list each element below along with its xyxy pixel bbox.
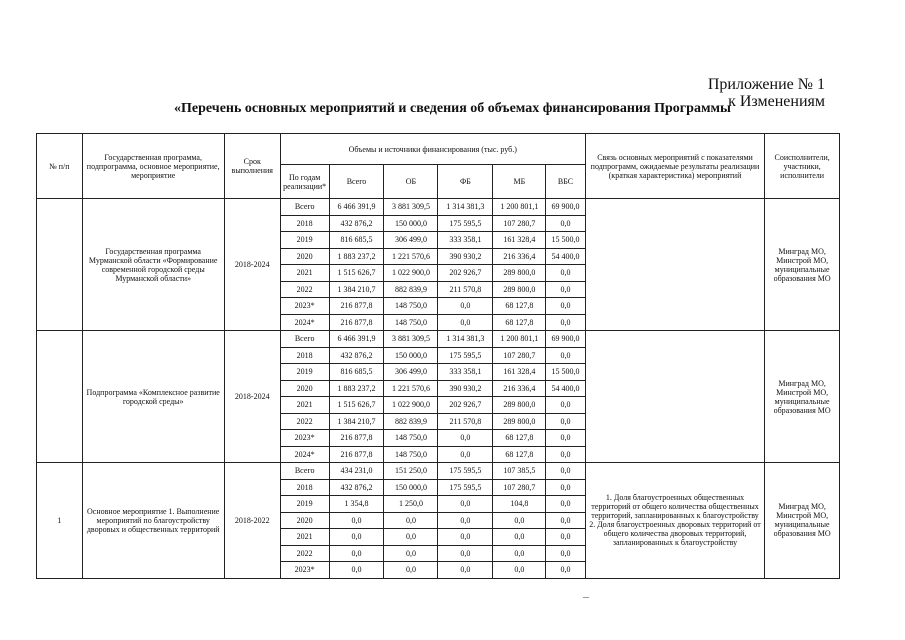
year-cell: Всего	[280, 463, 329, 480]
amount-mb: 1 200 801,1	[493, 199, 546, 216]
amount-vbs: 0,0	[546, 347, 585, 364]
amount-ob: 148 750,0	[384, 298, 438, 315]
term: 2018-2022	[224, 463, 280, 579]
amount-fb: 0,0	[438, 314, 493, 331]
header-total: Всего	[329, 165, 384, 199]
amount-total: 216 877,8	[329, 446, 384, 463]
amount-total: 0,0	[329, 529, 384, 546]
executors: Минград МО, Минстрой МО, муниципальные образования МО	[765, 463, 840, 579]
amount-mb: 107 280,7	[493, 347, 546, 364]
amount-ob: 1 221 570,6	[384, 380, 438, 397]
amount-fb: 211 570,8	[438, 281, 493, 298]
amount-fb: 175 595,5	[438, 479, 493, 496]
measure-name: Основное мероприятие 1. Выполнение мероприятий по благоустройству дворовых и общественных территорий	[82, 463, 224, 579]
amount-total: 1 354,8	[329, 496, 384, 513]
amount-vbs: 0,0	[546, 463, 585, 480]
amount-total: 216 877,8	[329, 298, 384, 315]
amount-ob: 0,0	[384, 512, 438, 529]
amount-mb: 0,0	[493, 512, 546, 529]
amount-ob: 1 022 900,0	[384, 397, 438, 414]
amount-ob: 150 000,0	[384, 347, 438, 364]
year-cell: Всего	[280, 331, 329, 348]
amount-vbs: 0,0	[546, 479, 585, 496]
amount-ob: 882 839,9	[384, 281, 438, 298]
amount-fb: 0,0	[438, 298, 493, 315]
amount-vbs: 0,0	[546, 430, 585, 447]
amount-total: 216 877,8	[329, 430, 384, 447]
amount-fb: 175 595,5	[438, 215, 493, 232]
amount-total: 6 466 391,9	[329, 199, 384, 216]
indicators: 1. Доля благоустроенных общественных территорий от общего количества общественных территорий, запланированных к благоустройству 2. Доля благоустроенных дворовых территорий от общего количества дворовых территорий, запланированных к благоустройству	[585, 463, 764, 579]
amount-vbs: 0,0	[546, 281, 585, 298]
amount-mb: 289 800,0	[493, 397, 546, 414]
amount-mb: 0,0	[493, 545, 546, 562]
amount-vbs: 0,0	[546, 314, 585, 331]
amount-mb: 68 127,8	[493, 446, 546, 463]
year-cell: 2018	[280, 479, 329, 496]
term: 2018-2024	[224, 331, 280, 463]
amount-vbs: 69 900,0	[546, 199, 585, 216]
executors: Минград МО, Минстрой МО, муниципальные образования МО	[765, 199, 840, 331]
amount-fb: 0,0	[438, 562, 493, 579]
row-number	[37, 199, 83, 331]
amount-fb: 390 930,2	[438, 380, 493, 397]
amount-fb: 0,0	[438, 512, 493, 529]
amount-ob: 148 750,0	[384, 446, 438, 463]
amount-total: 216 877,8	[329, 314, 384, 331]
year-cell: 2024*	[280, 446, 329, 463]
amount-mb: 1 200 801,1	[493, 331, 546, 348]
amount-fb: 390 930,2	[438, 248, 493, 265]
amount-mb: 68 127,8	[493, 298, 546, 315]
header-term: Срок выполнения	[224, 134, 280, 199]
header-executors: Соисполнители, участники, исполнители	[765, 134, 840, 199]
amount-fb: 175 595,5	[438, 463, 493, 480]
amount-vbs: 0,0	[546, 298, 585, 315]
row-number	[37, 331, 83, 463]
amount-vbs: 0,0	[546, 512, 585, 529]
amount-mb: 161 328,4	[493, 364, 546, 381]
header-link: Связь основных мероприятий с показателями подпрограмм, ожидаемые результаты реализации (краткая характеристика) мероприятий	[585, 134, 764, 199]
year-cell: 2020	[280, 248, 329, 265]
amount-vbs: 0,0	[546, 413, 585, 430]
year-cell: 2023*	[280, 430, 329, 447]
table-row	[37, 199, 840, 216]
amount-total: 1 515 626,7	[329, 397, 384, 414]
amount-mb: 0,0	[493, 529, 546, 546]
amount-ob: 3 881 309,5	[384, 331, 438, 348]
amount-ob: 0,0	[384, 562, 438, 579]
amount-mb: 216 336,4	[493, 380, 546, 397]
financing-table	[36, 133, 840, 579]
amount-vbs: 0,0	[546, 562, 585, 579]
amount-mb: 107 280,7	[493, 479, 546, 496]
amount-fb: 1 314 381,3	[438, 199, 493, 216]
indicators	[585, 199, 764, 331]
amount-ob: 306 499,0	[384, 232, 438, 249]
year-cell: 2018	[280, 215, 329, 232]
year-cell: 2019	[280, 496, 329, 513]
year-cell: 2023*	[280, 562, 329, 579]
year-cell: 2019	[280, 364, 329, 381]
header-volumes: Объемы и источники финансирования (тыс. руб.)	[280, 134, 585, 165]
amount-vbs: 15 500,0	[546, 364, 585, 381]
year-cell: 2020	[280, 380, 329, 397]
amount-ob: 1 022 900,0	[384, 265, 438, 282]
amount-ob: 150 000,0	[384, 479, 438, 496]
amount-total: 1 384 210,7	[329, 281, 384, 298]
year-cell: 2020	[280, 512, 329, 529]
header-by-years: По годам реализации*	[280, 165, 329, 199]
amount-mb: 68 127,8	[493, 430, 546, 447]
amount-total: 432 876,2	[329, 479, 384, 496]
amount-ob: 3 881 309,5	[384, 199, 438, 216]
amount-total: 0,0	[329, 562, 384, 579]
amount-fb: 0,0	[438, 545, 493, 562]
year-cell: Всего	[280, 199, 329, 216]
amount-mb: 104,8	[493, 496, 546, 513]
amount-fb: 0,0	[438, 496, 493, 513]
year-cell: 2021	[280, 529, 329, 546]
year-cell: 2022	[280, 545, 329, 562]
term: 2018-2024	[224, 199, 280, 331]
annex-line-2: к Изменениям	[728, 93, 825, 110]
amount-vbs: 54 400,0	[546, 248, 585, 265]
year-cell: 2019	[280, 232, 329, 249]
amount-fb: 0,0	[438, 446, 493, 463]
amount-fb: 333 358,1	[438, 232, 493, 249]
amount-fb: 0,0	[438, 529, 493, 546]
amount-vbs: 69 900,0	[546, 331, 585, 348]
annex-line-1: Приложение № 1	[707, 76, 825, 93]
table-body	[37, 199, 840, 579]
amount-total: 816 685,5	[329, 364, 384, 381]
year-cell: 2018	[280, 347, 329, 364]
header-name: Государственная программа, подпрограмма, основное мероприятие, мероприятие	[82, 134, 224, 199]
amount-ob: 882 839,9	[384, 413, 438, 430]
amount-mb: 107 385,5	[493, 463, 546, 480]
amount-total: 0,0	[329, 545, 384, 562]
amount-ob: 151 250,0	[384, 463, 438, 480]
amount-mb: 216 336,4	[493, 248, 546, 265]
amount-vbs: 0,0	[546, 496, 585, 513]
measure-name: Подпрограмма «Комплексное развитие городской среды»	[82, 331, 224, 463]
amount-total: 1 883 237,2	[329, 248, 384, 265]
amount-fb: 202 926,7	[438, 397, 493, 414]
header-vbs: ВБС	[546, 165, 585, 199]
amount-ob: 1 250,0	[384, 496, 438, 513]
amount-total: 816 685,5	[329, 232, 384, 249]
amount-ob: 1 221 570,6	[384, 248, 438, 265]
amount-vbs: 0,0	[546, 545, 585, 562]
amount-mb: 289 800,0	[493, 413, 546, 430]
amount-ob: 306 499,0	[384, 364, 438, 381]
amount-vbs: 54 400,0	[546, 380, 585, 397]
year-cell: 2024*	[280, 314, 329, 331]
amount-ob: 0,0	[384, 545, 438, 562]
amount-mb: 289 800,0	[493, 265, 546, 282]
year-cell: 2021	[280, 265, 329, 282]
amount-total: 434 231,0	[329, 463, 384, 480]
year-cell: 2022	[280, 413, 329, 430]
amount-ob: 150 000,0	[384, 215, 438, 232]
amount-mb: 289 800,0	[493, 281, 546, 298]
year-cell: 2023*	[280, 298, 329, 315]
header-ob: ОБ	[384, 165, 438, 199]
header-num: № п/п	[37, 134, 83, 199]
amount-total: 0,0	[329, 512, 384, 529]
indicators	[585, 331, 764, 463]
header-mb: МБ	[493, 165, 546, 199]
amount-vbs: 15 500,0	[546, 232, 585, 249]
amount-fb: 202 926,7	[438, 265, 493, 282]
table-row	[37, 463, 840, 480]
amount-fb: 175 595,5	[438, 347, 493, 364]
amount-ob: 148 750,0	[384, 314, 438, 331]
amount-vbs: 0,0	[546, 397, 585, 414]
amount-vbs: 0,0	[546, 265, 585, 282]
amount-fb: 211 570,8	[438, 413, 493, 430]
row-number: 1	[37, 463, 83, 579]
amount-vbs: 0,0	[546, 529, 585, 546]
amount-total: 432 876,2	[329, 215, 384, 232]
scan-mark	[583, 597, 589, 598]
header-fb: ФБ	[438, 165, 493, 199]
amount-total: 432 876,2	[329, 347, 384, 364]
amount-fb: 1 314 381,3	[438, 331, 493, 348]
amount-total: 1 883 237,2	[329, 380, 384, 397]
measure-name: Государственная программа Мурманской области «Формирование современной городской среды Мурманской области»	[82, 199, 224, 331]
table-row	[37, 331, 840, 348]
year-cell: 2022	[280, 281, 329, 298]
amount-total: 1 384 210,7	[329, 413, 384, 430]
year-cell: 2021	[280, 397, 329, 414]
amount-fb: 0,0	[438, 430, 493, 447]
document-title: «Перечень основных мероприятий и сведения об объемах финансирования Программы	[174, 101, 731, 116]
amount-vbs: 0,0	[546, 446, 585, 463]
amount-mb: 107 280,7	[493, 215, 546, 232]
amount-fb: 333 358,1	[438, 364, 493, 381]
amount-total: 1 515 626,7	[329, 265, 384, 282]
amount-ob: 0,0	[384, 529, 438, 546]
amount-ob: 148 750,0	[384, 430, 438, 447]
amount-total: 6 466 391,9	[329, 331, 384, 348]
amount-mb: 0,0	[493, 562, 546, 579]
amount-mb: 161 328,4	[493, 232, 546, 249]
amount-mb: 68 127,8	[493, 314, 546, 331]
executors: Минград МО, Минстрой МО, муниципальные образования МО	[765, 331, 840, 463]
amount-vbs: 0,0	[546, 215, 585, 232]
